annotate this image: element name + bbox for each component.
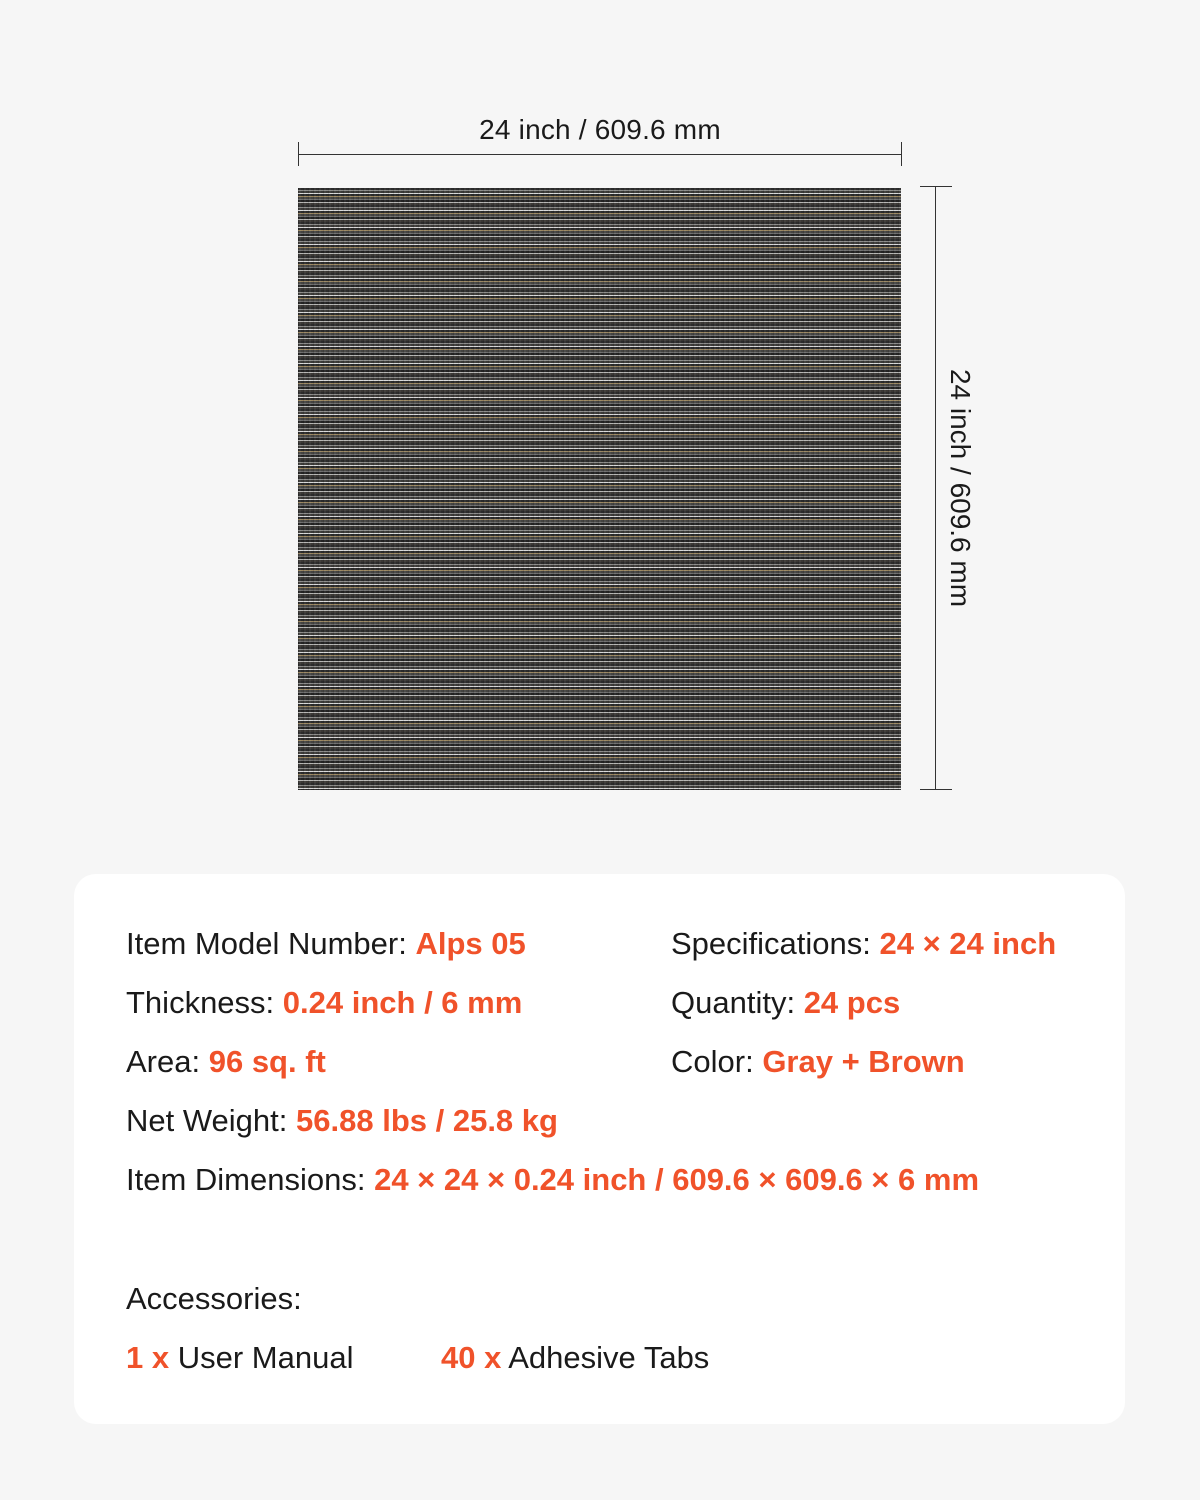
accessory-name: User Manual — [169, 1340, 354, 1375]
spec-key: Specifications: — [671, 926, 880, 961]
spec-key: Thickness: — [126, 985, 283, 1020]
spec-key: Color: — [671, 1044, 763, 1079]
accessory-qty: 1 x — [126, 1340, 170, 1375]
spec-net-weight — [126, 1101, 558, 1141]
spec-item-dimensions — [126, 1160, 979, 1200]
spec-value: 96 sq. ft — [208, 1044, 326, 1079]
spec-key: Net Weight: — [126, 1103, 297, 1138]
width-dimension-label: 24 inch / 609.6 mm — [479, 114, 721, 145]
dimension-tick-bottom — [920, 789, 952, 790]
spec-key: Area: — [126, 1044, 209, 1079]
accessories-heading: Accessories: — [126, 1281, 302, 1316]
accessory-user-manual — [126, 1338, 353, 1378]
spec-value: Alps 05 — [415, 926, 526, 961]
spec-value: 24 × 24 × 0.24 inch / 609.6 × 609.6 × 6 mm — [374, 1162, 980, 1197]
dimension-tick-top — [920, 186, 952, 187]
spec-thickness — [126, 983, 522, 1023]
dimension-tick-right — [901, 142, 902, 166]
spec-color — [671, 1042, 965, 1082]
spec-value: 0.24 inch / 6 mm — [282, 985, 523, 1020]
dimension-line-vertical — [935, 186, 936, 790]
spec-key: Item Model Number: — [126, 926, 416, 961]
accessory-adhesive-tabs — [441, 1338, 709, 1378]
spec-model-number — [126, 924, 526, 964]
spec-quantity — [671, 983, 900, 1023]
carpet-tile-image — [298, 188, 901, 790]
width-dimension — [298, 110, 902, 170]
dimension-line-horizontal — [298, 154, 902, 155]
spec-value: 24 × 24 inch — [879, 926, 1057, 961]
spec-value: 56.88 lbs / 25.8 kg — [296, 1103, 558, 1138]
accessories-title — [126, 1279, 302, 1319]
height-dimension — [920, 186, 980, 790]
height-dimension-label: 24 inch / 609.6 mm — [945, 368, 976, 608]
accessory-qty: 40 x — [441, 1340, 502, 1375]
accessory-name: Adhesive Tabs — [501, 1340, 710, 1375]
spec-value: Gray + Brown — [762, 1044, 965, 1079]
spec-card — [74, 874, 1125, 1424]
spec-specifications — [671, 924, 1056, 964]
spec-key: Quantity: — [671, 985, 804, 1020]
spec-area — [126, 1042, 326, 1082]
spec-key: Item Dimensions: — [126, 1162, 375, 1197]
spec-value: 24 pcs — [803, 985, 901, 1020]
